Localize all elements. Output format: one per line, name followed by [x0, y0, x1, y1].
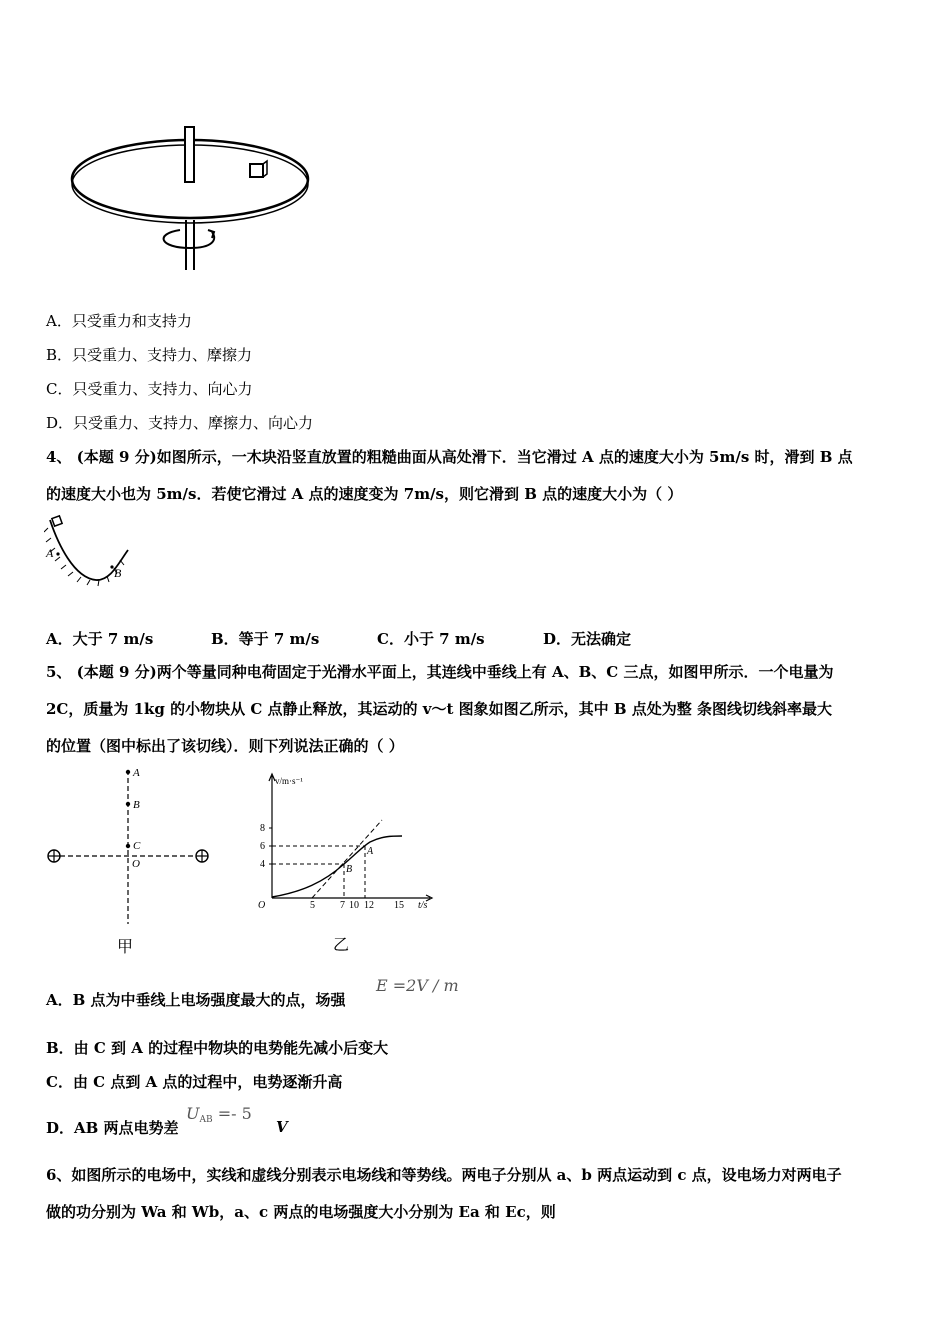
q3-option-d: D．只受重力、支持力、摩擦力、向心力 — [46, 414, 314, 432]
q4-option-d: D．无法确定 — [543, 630, 632, 648]
q5-option-a-text: A．B 点为中垂线上电场强度最大的点，场强 — [46, 991, 346, 1009]
q5-option-c: C．由 C 点到 A 点的过程中，电势逐渐升高 — [46, 1073, 343, 1091]
q5-stem-line1: 5、 (本题 9 分)两个等量同种电荷固定于光滑水平面上，其连线中垂线上有 A、B、C 三点，如图甲所示．一个电量为 — [46, 663, 834, 681]
xtick-7: 7 — [340, 900, 345, 911]
xtick-12: 12 — [364, 900, 374, 911]
q4-option-c: C．小于 7 m/s — [377, 630, 485, 648]
ytick-8: 8 — [260, 823, 265, 834]
q3-option-b: B．只受重力、支持力、摩擦力 — [46, 346, 253, 364]
q5-option-b: B．由 C 到 A 的过程中物块的电势能先减小后变大 — [46, 1039, 389, 1057]
vt-xlabel: t/s — [418, 900, 428, 911]
ytick-6: 6 — [260, 841, 265, 852]
q5-stem-line3: 的位置（图中标出了该切线）．则下列说法正确的（ ） — [46, 737, 404, 755]
vt-origin: O — [258, 900, 266, 911]
point-label-a: A — [133, 767, 140, 779]
q6-stem-line2: 做的功分别为 Wa 和 Wb，a、c 两点的电场强度大小分别为 Ea 和 Ec，则 — [46, 1203, 556, 1221]
q5-option-a — [46, 990, 346, 1010]
figure-jia-caption: 甲 — [117, 937, 134, 956]
ytick-4: 4 — [260, 859, 265, 870]
q5-option-d — [46, 1118, 179, 1138]
point-label-b: B — [133, 799, 140, 811]
q5-option-d-text: D．AB 两点电势差 — [46, 1119, 179, 1137]
point-label-c: C — [133, 840, 141, 852]
q3-option-c: C．只受重力、支持力、向心力 — [46, 380, 253, 398]
vt-ylabel: v/m·s⁻¹ — [275, 776, 303, 786]
q5-option-d-unit: V — [276, 1118, 288, 1136]
formula-sub-ab: AB — [199, 1115, 213, 1125]
charges-figure — [44, 764, 219, 929]
q3-option-a: A．只受重力和支持力 — [46, 312, 192, 330]
point-label-o: O — [132, 858, 140, 870]
formula-u: U — [186, 1104, 200, 1123]
q5-option-a-formula: E =2V / m — [376, 976, 459, 995]
q4-option-a: A．大于 7 m/s — [46, 630, 154, 648]
left-charge-icon — [48, 850, 60, 862]
q4-option-b: B．等于 7 m/s — [211, 630, 320, 648]
xtick-5: 5 — [310, 900, 315, 911]
q5-stem-line2: 2C，质量为 1kg 的小物块从 C 点静止释放，其运动的 v～t 图象如图乙所示，其中 B 点处为整 条图线切线斜率最大 — [46, 700, 832, 718]
vt-point-a: A — [367, 846, 374, 857]
vt-graph — [252, 770, 437, 915]
q6-stem-line1: 6、如图所示的电场中，实线和虚线分别表示电场线和等势线。两电子分别从 a、b 两点运动到 c 点，设电场力对两电子 — [46, 1166, 842, 1184]
xtick-15: 15 — [394, 900, 404, 911]
xtick-10: 10 — [349, 900, 359, 911]
vt-point-b: B — [346, 864, 353, 875]
q4-stem-line2: 的速度大小也为 5m/s．若使它滑过 A 点的速度变为 7m/s，则它滑到 B 点的速度大小为（ ） — [46, 485, 683, 503]
fig-label-b: B — [114, 566, 122, 580]
figure-yi-caption: 乙 — [333, 935, 350, 954]
fig-label-a: A — [46, 546, 54, 560]
curved-surface-figure — [44, 514, 134, 594]
q5-option-d-formula — [186, 1104, 252, 1125]
formula-rhs: =- 5 — [217, 1104, 252, 1123]
rotating-disk-figure — [62, 122, 332, 277]
right-charge-icon — [196, 850, 208, 862]
q4-stem-line1: 4、 (本题 9 分)如图所示，一木块沿竖直放置的粗糙曲面从高处滑下．当它滑过 A 点的速度大小为 5m/s 时，滑到 B 点 — [46, 448, 853, 466]
